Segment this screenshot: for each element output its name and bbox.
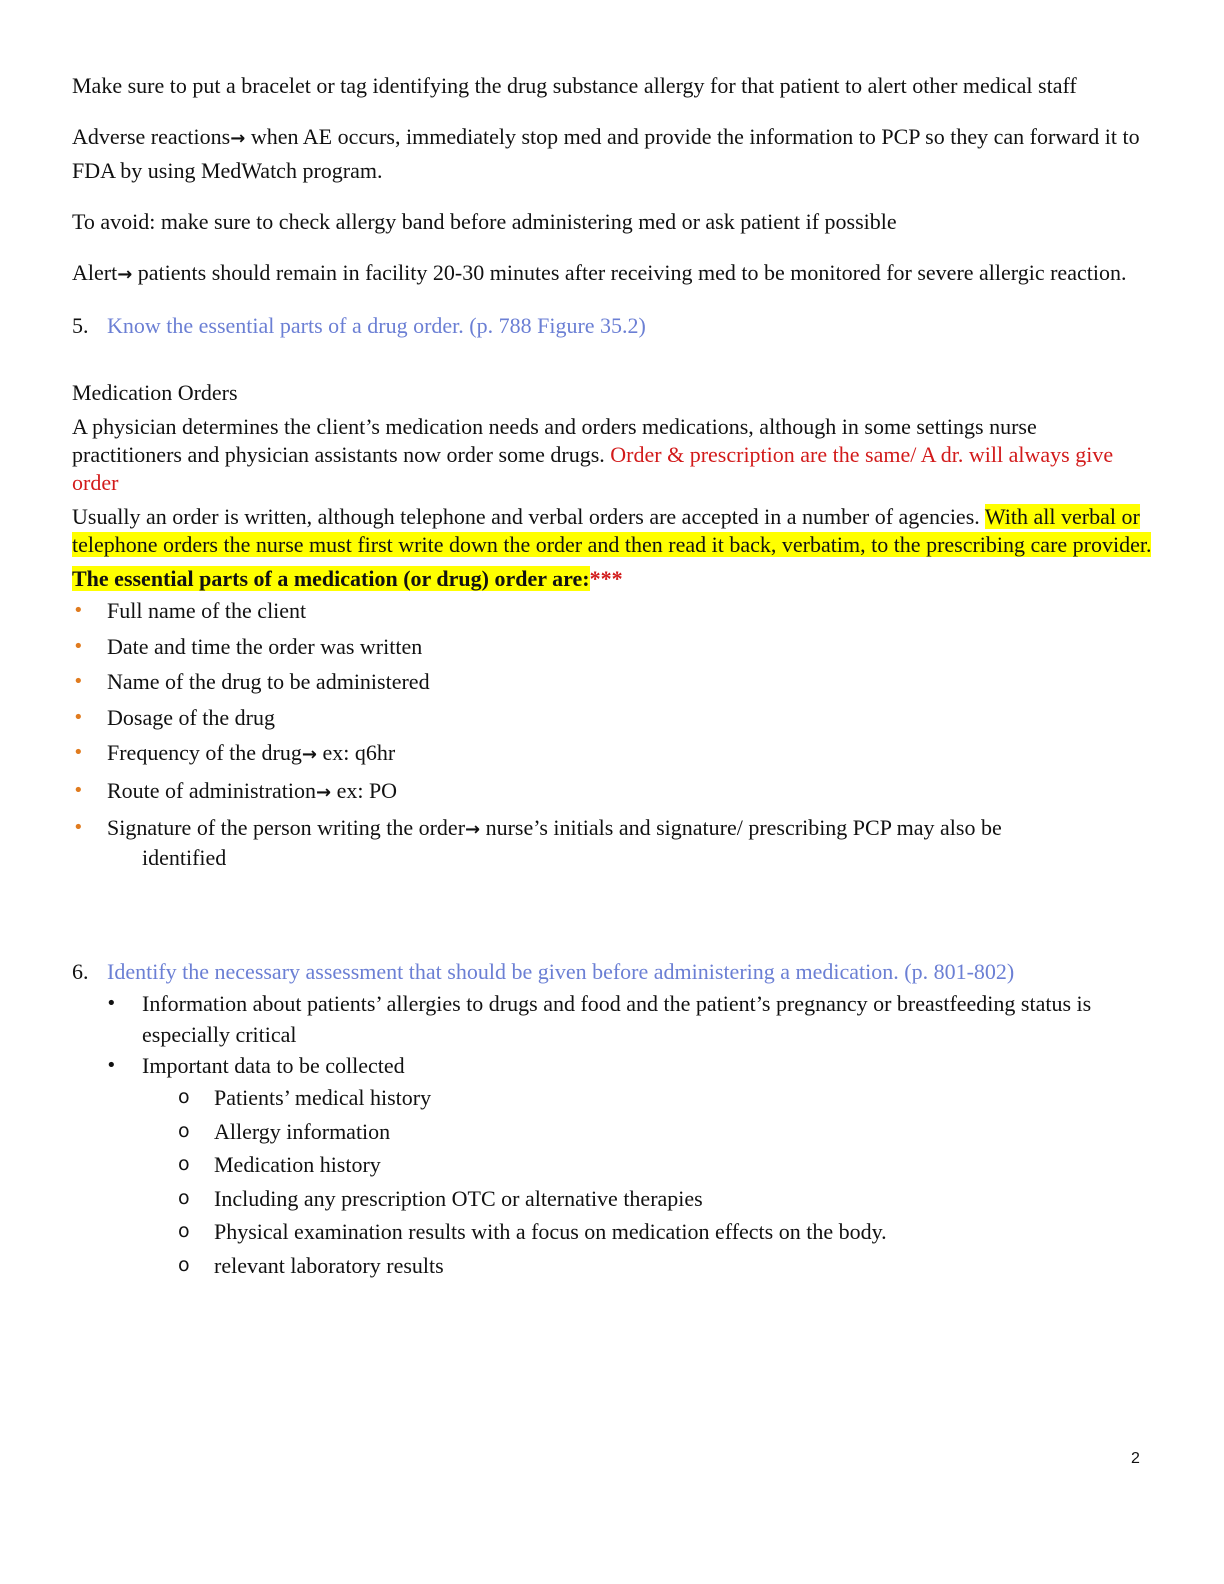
list-item: • Name of the drug to be administered	[73, 669, 430, 694]
list-item: o Physical examination results with a focus on medication effects on the body.	[72, 1215, 1152, 1249]
right-arrow-icon: →	[465, 819, 481, 840]
adverse-reactions-lead: Adverse reactions	[72, 124, 231, 149]
list-item: • Important data to be collected	[72, 1050, 1152, 1081]
right-arrow-icon: →	[315, 781, 332, 803]
list-item: o relevant laboratory results	[72, 1249, 1152, 1283]
bullet-icon: •	[73, 635, 84, 657]
medication-orders-paragraph-2	[72, 503, 1152, 559]
essential-parts-stars: ***	[589, 566, 623, 591]
right-arrow-icon: →	[117, 264, 133, 285]
list-item: o Including any prescription OTC or alternative therapies	[72, 1182, 1152, 1216]
avoid-paragraph: To avoid: make sure to check allergy band before administering med or ask patient if possible	[72, 209, 897, 234]
essential-parts-heading	[72, 565, 1152, 593]
list-item: o Medication history	[72, 1148, 1152, 1182]
list-item-continuation: identified	[142, 845, 227, 870]
right-arrow-icon: →	[301, 744, 317, 765]
verbal-orders-highlight: With all verbal or telephone orders the nurse must first write down the order and then read it back, verbatim, to the prescribing care provider.	[72, 504, 1152, 557]
circle-bullet-icon: o	[178, 1119, 190, 1142]
essential-parts-heading-text: The essential parts of a medication (or drug) order are:	[72, 566, 590, 591]
section-6-heading-text: Identify the necessary assessment that should be given before administering a medication. (p. 801-802)	[107, 959, 1015, 984]
list-item: • Frequency of the drug→ ex: q6hr	[73, 740, 396, 765]
order-note-red: Order & prescription are the same/ A dr. will always give order	[72, 442, 1114, 495]
bullet-icon: •	[73, 706, 84, 728]
list-item: • Full name of the client	[73, 598, 307, 623]
list-item: • Date and time the order was written	[73, 633, 423, 659]
alert-lead: Alert	[72, 260, 118, 285]
list-item: • Dosage of the drug	[73, 704, 276, 730]
bullet-icon: •	[73, 600, 84, 621]
section-5-heading	[72, 310, 1152, 342]
list-item: o Patients’ medical history	[72, 1081, 1152, 1115]
assessment-list	[72, 988, 1152, 1081]
list-item: o Allergy information	[72, 1115, 1152, 1149]
adverse-reactions-text: when AE occurs, immediately stop med and provide the information to PCP so they can forward it to FDA by using MedWatch program.	[72, 124, 1140, 183]
section-6-number: 6.	[72, 959, 89, 984]
important-data-sublist	[72, 1081, 1152, 1283]
bullet-icon: •	[73, 742, 84, 763]
list-item: • Signature of the person writing the order→ nurse’s initials and signature/ prescribing PCP may also be identified	[72, 814, 1152, 872]
section-6	[72, 956, 1152, 1283]
circle-bullet-icon: o	[178, 1220, 190, 1243]
circle-bullet-icon: o	[178, 1153, 190, 1176]
bullet-icon: •	[73, 671, 84, 692]
verbal-orders-text: Usually an order is written, although telephone and verbal orders are accepted in a number of agencies.	[72, 504, 985, 529]
alert-paragraph	[72, 257, 1152, 291]
right-arrow-icon: →	[230, 128, 246, 149]
document-page	[72, 70, 1152, 1283]
section-5-number: 5.	[72, 313, 89, 338]
bullet-icon: •	[73, 779, 84, 801]
bullet-icon: •	[106, 1055, 117, 1076]
list-item: • Information about patients’ allergies to drugs and food and the patient’s pregnancy or breastfeeding status is especially critical	[72, 988, 1152, 1050]
section-5-heading-text: Know the essential parts of a drug order. (p. 788 Figure 35.2)	[107, 313, 646, 338]
medication-orders-paragraph-1	[72, 413, 1152, 497]
medication-orders-text: A physician determines the client’s medication needs and orders medications, although in some settings nurse practitioners and physician assistants now order some drugs.	[72, 414, 1037, 467]
section-6-heading	[72, 956, 1152, 988]
bullet-icon: •	[106, 993, 117, 1014]
adverse-reactions-paragraph	[72, 121, 1152, 187]
page-number: 2	[1131, 1450, 1140, 1467]
medication-orders-title: Medication Orders	[72, 380, 238, 405]
essential-parts-list	[72, 597, 1152, 872]
circle-bullet-icon: o	[178, 1086, 190, 1108]
bullet-icon: •	[73, 817, 84, 838]
alert-text: patients should remain in facility 20-30 minutes after receiving med to be monitored for severe allergic reaction.	[132, 260, 1127, 285]
bracelet-paragraph: Make sure to put a bracelet or tag identifying the drug substance allergy for that patient to alert other medical staff	[72, 73, 1077, 98]
circle-bullet-icon: o	[178, 1186, 190, 1209]
list-item: • Route of administration→ ex: PO	[73, 777, 398, 803]
circle-bullet-icon: o	[178, 1253, 190, 1276]
